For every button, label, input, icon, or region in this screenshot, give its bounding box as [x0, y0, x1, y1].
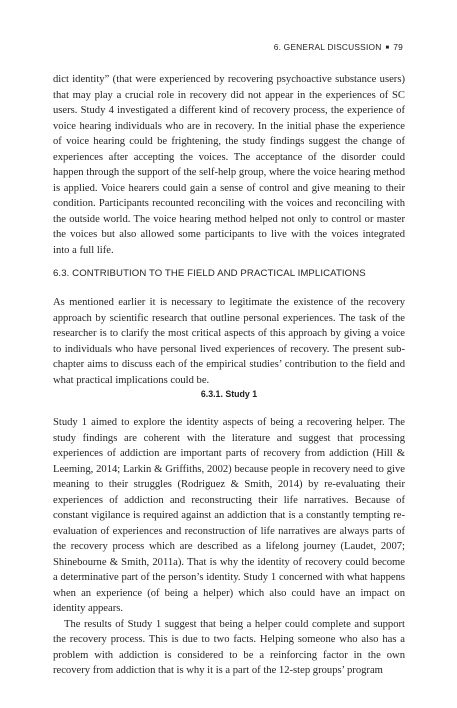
intro-paragraph-block — [53, 295, 405, 388]
running-head — [274, 42, 403, 52]
paragraph-continued — [53, 72, 405, 258]
running-head-section: 6. GENERAL DISCUSSION — [273, 42, 382, 52]
body-paragraph: The results of Study 1 suggest that being a helper could complete and support the recovery process. This is due to two facts. Helping someone who also has a problem with addiction is considered to be a reinforcing factor in the own recovery from addiction that is why it is a part of the 12-step groups’ program — [53, 618, 405, 676]
body-paragraph: As mentioned earlier it is necessary to legitimate the existence of the recovery approach by scientific research that outline personal experiences. The task of the researcher is to clarify the most critical aspects of this approach by giving a voice to individuals who have personal lived experiences of recovery. The present sub-chapter aims to discuss each of the empirical studies’ contribution to the field and what practical implications could be. — [53, 297, 405, 386]
separator-square: ■ — [385, 45, 390, 51]
body-paragraph: Study 1 aimed to explore the identity aspects of being a recovering helper. The study findings are coherent with the literature and suggest that processing experiences of addiction are important parts of recovery from addiction (Hill & Leeming, 2014; Larkin & Griffiths, 2002) because people in recovery need to give meaning to their struggles (Rodriguez & Smith, 2014) by re-evaluating their experiences of addiction and reconstructing their life narratives. Because of constant vigilance is required against an addiction that is a constantly tempting re-evaluation of experiences and reconstruction of life narratives are always parts of the recovery process which are described as a lifelong journey (Laudet, 2007; Shinebourne & Smith, 2011a). That is why the identity of recovery could become a determinative part of the person’s identity. Study 1 concerned with what happens when an experience (of being a helper) which also could have an impact on identity appears. — [53, 417, 405, 614]
subsection-heading: 6.3.1. Study 1 — [200, 389, 258, 399]
section-heading: 6.3. CONTRIBUTION TO THE FIELD AND PRACTICAL IMPLICATIONS — [53, 268, 366, 279]
subsection-heading-block — [53, 389, 405, 399]
body-paragraph: dict identity” (that were experienced by recovering psychoactive substance users) that may play a crucial role in recovery did not appear in the experiences of SC users. Study 4 investigated a different kind of recovery process, the experience of voice hearing individuals who are in recovery. In the initial phase the experience of voice hearing could be frightening, the study findings suggest the change of experiences after accepting the voices. The acceptance of the disorder could happen through the support of the self-help group, where the voice hearing method is applied. Voice hearers could gain a sense of control and give meaning to their condition. Participants recounted reconciling with the voices and reconciling with the outside world. The voice hearing method helped not only to control or master the voices but also allowed some participants to live with the voices integrated into a full life. — [53, 74, 405, 256]
page-number: 79 — [393, 42, 403, 52]
section-heading-block — [53, 268, 405, 279]
study1-paragraph-block — [53, 415, 405, 679]
